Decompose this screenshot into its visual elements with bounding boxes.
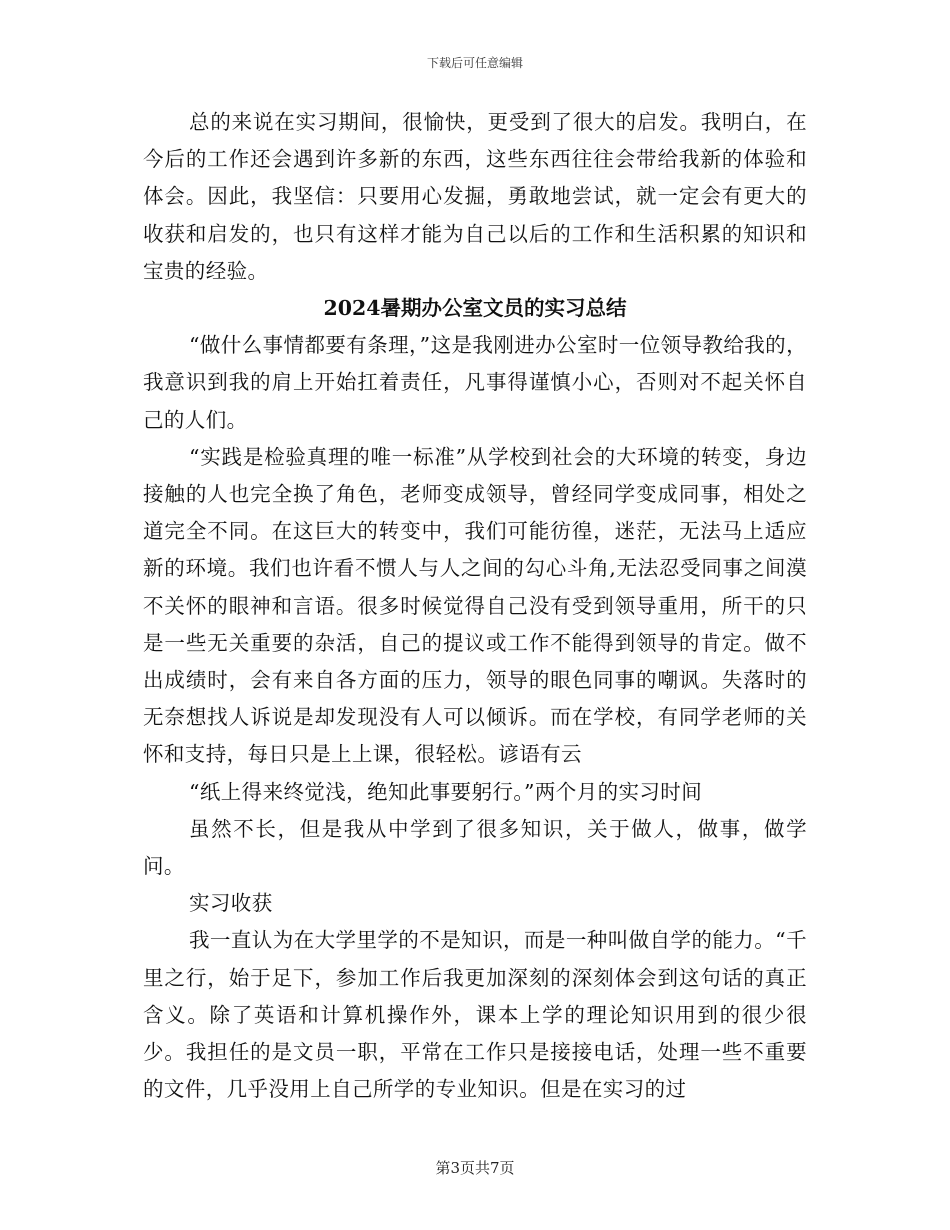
page-header-note: 下载后可任意编辑	[426, 56, 523, 70]
paragraph-orderliness: “做什么事情都要有条理，”这是我刚进办公室时一位领导教给我的，我意识到我的肩上开始扛着责任，凡事得谨慎小心，否则对不起关怀自己的人们。	[143, 333, 807, 432]
paragraph-learned: 虽然不长，但是我从中学到了很多知识，关于做人，做事，做学问。	[143, 816, 807, 879]
paragraph-self-study: 我一直认为在大学里学的不是知识，而是一种叫做自学的能力。“千里之行，始于足下，参加工作后我更加深刻的深刻体会到这句话的真正含义。除了英语和计算机操作外，课本上学的理论知识用到的很少很少。我担任的是文员一职，平常在工作只是接接电话，处理一些不重要的文件，几乎没用上自己所学的专业知识。但是在实习的过	[143, 928, 807, 1102]
document-body	[143, 104, 807, 1108]
page-number-footer: 第3页共7页	[435, 1159, 515, 1177]
subheading-gains: 实习收获	[189, 891, 273, 916]
paragraph-practice: “实践是检验真理的唯一标准”从学校到社会的大环境的转变，身边接触的人也完全换了角色，老师变成领导，曾经同学变成同事，相处之道完全不同。在这巨大的转变中，我们可能彷徨，迷茫，无法马上适应新的环境。我们也许看不惯人与人之间的勾心斗角,无法忍受同事之间漠不关怀的眼神和言语。很多时候觉得自己没有受到领导重用，所干的只是一些无关重要的杂活，自己的提议或工作不能得到领导的肯定。做不出成绩时，会有来自各方面的压力，领导的眼色同事的嘲讽。失落时的无奈想找人诉说是却发现没有人可以倾诉。而在学校，有同学老师的关怀和支持，每日只是上上课，很轻松。谚语有云	[143, 444, 807, 767]
paragraph-conclusion: 总的来说在实习期间，很愉快，更受到了很大的启发。我明白，在今后的工作还会遇到许多新的东西，这些东西往往会带给我新的体验和体会。因此，我坚信：只要用心发掘，勇敢地尝试，就一定会有更大的收获和启发的，也只有这样才能为自己以后的工作和生活积累的知识和宝贵的经验。	[143, 110, 807, 283]
section-title: 2024暑期办公室文员的实习总结	[323, 296, 627, 321]
paragraph-proverb: “纸上得来终觉浅，绝知此事要躬行。”两个月的实习时间	[189, 779, 703, 804]
